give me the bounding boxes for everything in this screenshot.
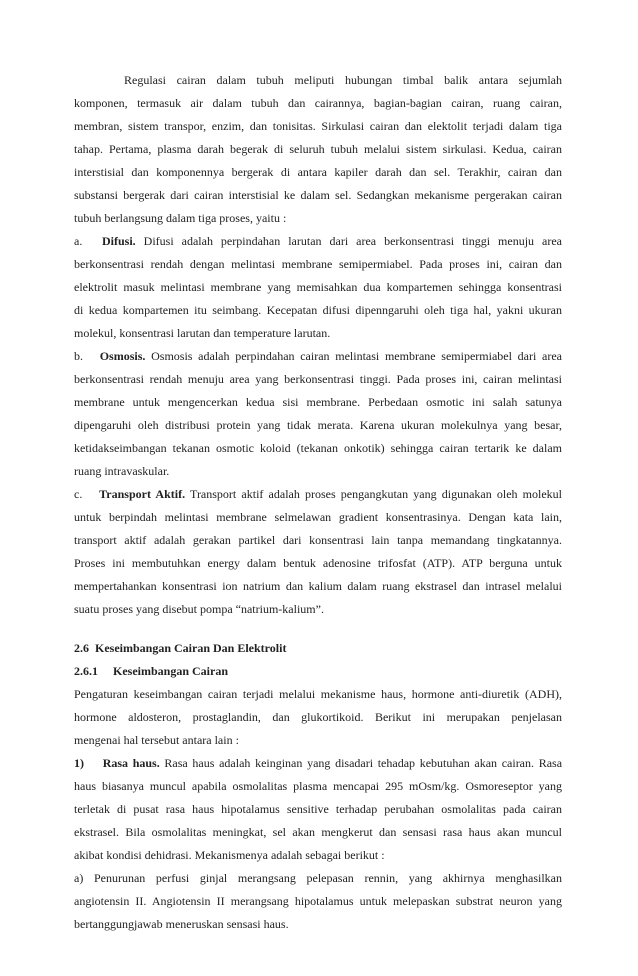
haus-line: ekstrasel. Bila osmolalitas meningkat, sel akan mengkerut dan sensasi rasa haus akan muncul [74,825,562,839]
osmosis-first-line: Osmosis adalah perpindahan cairan melintasi membrane semipermiabel dari area [151,349,562,363]
section-body-line: hormone aldosteron, prostaglandin, dan glukortikoid. Berikut ini merupakan penjelasan [74,710,562,724]
intro-line-2: komponen, termasuk air dalam tubuh dan cairannya, bagian-bagian cairan, ruang cairan, [74,96,562,110]
transport-first-line: Transport aktif adalah proses pengangkutan yang digunakan oleh molekul [190,487,562,501]
osmosis-line: membrane untuk mengencerkan kedua sisi membrane. Perbedaan osmotic ini salah satunya [74,395,562,409]
intro-line-6: substansi bergerak dari cairan interstisial ke dalam sel. Sedangkan mekanisme pergerakan cairan [74,188,562,202]
intro-line-1: Regulasi cairan dalam tubuh meliputi hubungan timbal balik antara sejumlah [124,73,562,87]
transport-line: Proses ini membutuhkan energy dalam bentuk adenosine trifosfat (ATP). ATP berguna untuk [74,556,562,570]
transport-item [74,486,562,502]
intro-line-5: interstisial dan komponennya bergerak di antara kapiler darah dan sel. Terakhir, cairan dan [74,165,562,179]
haus-line: terletak di pusat rasa haus hipotalamus sensitive terhadap perubahan osmolalitas pada cairan [74,802,562,816]
osmosis-line: ketidakseimbangan tekanan osmotic koloid (tekanan onkotik) sehingga cairan tertarik ke dalam [74,441,562,455]
haus-line: haus biasanya muncul apabila osmolalitas plasma mencapai 295 mOsm/kg. Osmoreseptor yang [74,779,562,793]
haus-item [74,755,562,771]
transport-line: untuk berpindah melintasi membrane selmelawan gradient konsentrasinya. Dengan kata lain, [74,510,562,524]
difusi-line: berkonsentrasi rendah dengan melintasi membrane semipermiabel. Pada proses ini, cairan dan [74,257,562,271]
haus-label: 1) [74,756,84,770]
difusi-line: elektrolit masuk melintasi membrane yang memisahkan dua kompartemen sehingga konsentrasi [74,280,562,294]
osmosis-line: ruang intravaskular. [74,464,170,478]
section-body-line: Pengaturan keseimbangan cairan terjadi melalui mekanisme haus, hormone anti-diuretik (ADH), [74,687,562,701]
section-heading: 2.6 Keseimbangan Cairan Dan Elektrolit [74,641,287,655]
haus-title: Rasa haus. [102,756,160,770]
point-a-line: angiotensin II. Angiotensin II merangsang hipotalamus untuk melepaskan substrat neuron yang [74,894,562,908]
transport-line: mempertahankan konsentrasi ion natrium dan kalium dalam ruang ekstrasel dan intrasel melalui [74,579,562,593]
intro-line-3: membran, sistem transpor, enzim, dan tonisitas. Sirkulasi cairan dan elektolit terjadi dalam tiga [74,119,562,133]
difusi-line: molekul, konsentrasi larutan dan temperature larutan. [74,326,331,340]
osmosis-line: dipengaruhi oleh distribusi protein yang tidak merata. Karena ukuran molekulnya yang besar, [74,418,562,432]
difusi-first-line: Difusi adalah perpindahan larutan dari area berkonsentrasi tinggi menuju area [143,234,562,248]
subsection-number: 2.6.1 [74,664,98,678]
haus-first-line: Rasa haus adalah keinginan yang disadari tehadap kebutuhan akan cairan. Rasa [164,756,562,770]
intro-line-7: tubuh berlangsung dalam tiga proses, yaitu : [74,211,287,225]
difusi-label: a. [74,234,83,248]
intro-line-4: tahap. Pertama, plasma darah begerak di seluruh tubuh melalui sistem sirkulasi. Kedua, cairan [74,142,562,156]
section-body-line: mengenai hal tersebut antara lain : [74,733,239,747]
osmosis-item [74,348,562,364]
subsection-heading [74,663,562,679]
point-a-line: a) Penurunan perfusi ginjal merangsang pelepasan rennin, yang akhirnya menghasilkan [74,871,562,885]
haus-line: akibat kondisi dehidrasi. Mekanismenya adalah sebagai berikut : [74,848,385,862]
transport-label: c. [74,487,83,501]
transport-title: Transport Aktif. [99,487,186,501]
transport-line: transport aktif adalah gerakan partikel dari konsentrasi lain tanpa memandang tingkatannya. [74,533,562,547]
point-a-line: bertanggungjawab meneruskan sensasi haus. [74,917,289,931]
difusi-item [74,233,562,249]
osmosis-title: Osmosis. [99,349,146,363]
difusi-line: di kedua kompartemen itu seimbang. Kecepatan difusi dipenngaruhi oleh tiga hal, yakni ukuran [74,303,562,317]
difusi-title: Difusi. [101,234,136,248]
transport-line: suatu proses yang disebut pompa “natrium-kalium”. [74,602,324,616]
osmosis-line: berkonsentrasi rendah menuju area yang berkonsentrasi tinggi. Pada proses ini, cairan melintasi [74,372,562,386]
subsection-title: Keseimbangan Cairan [113,664,229,678]
osmosis-label: b. [74,349,83,363]
